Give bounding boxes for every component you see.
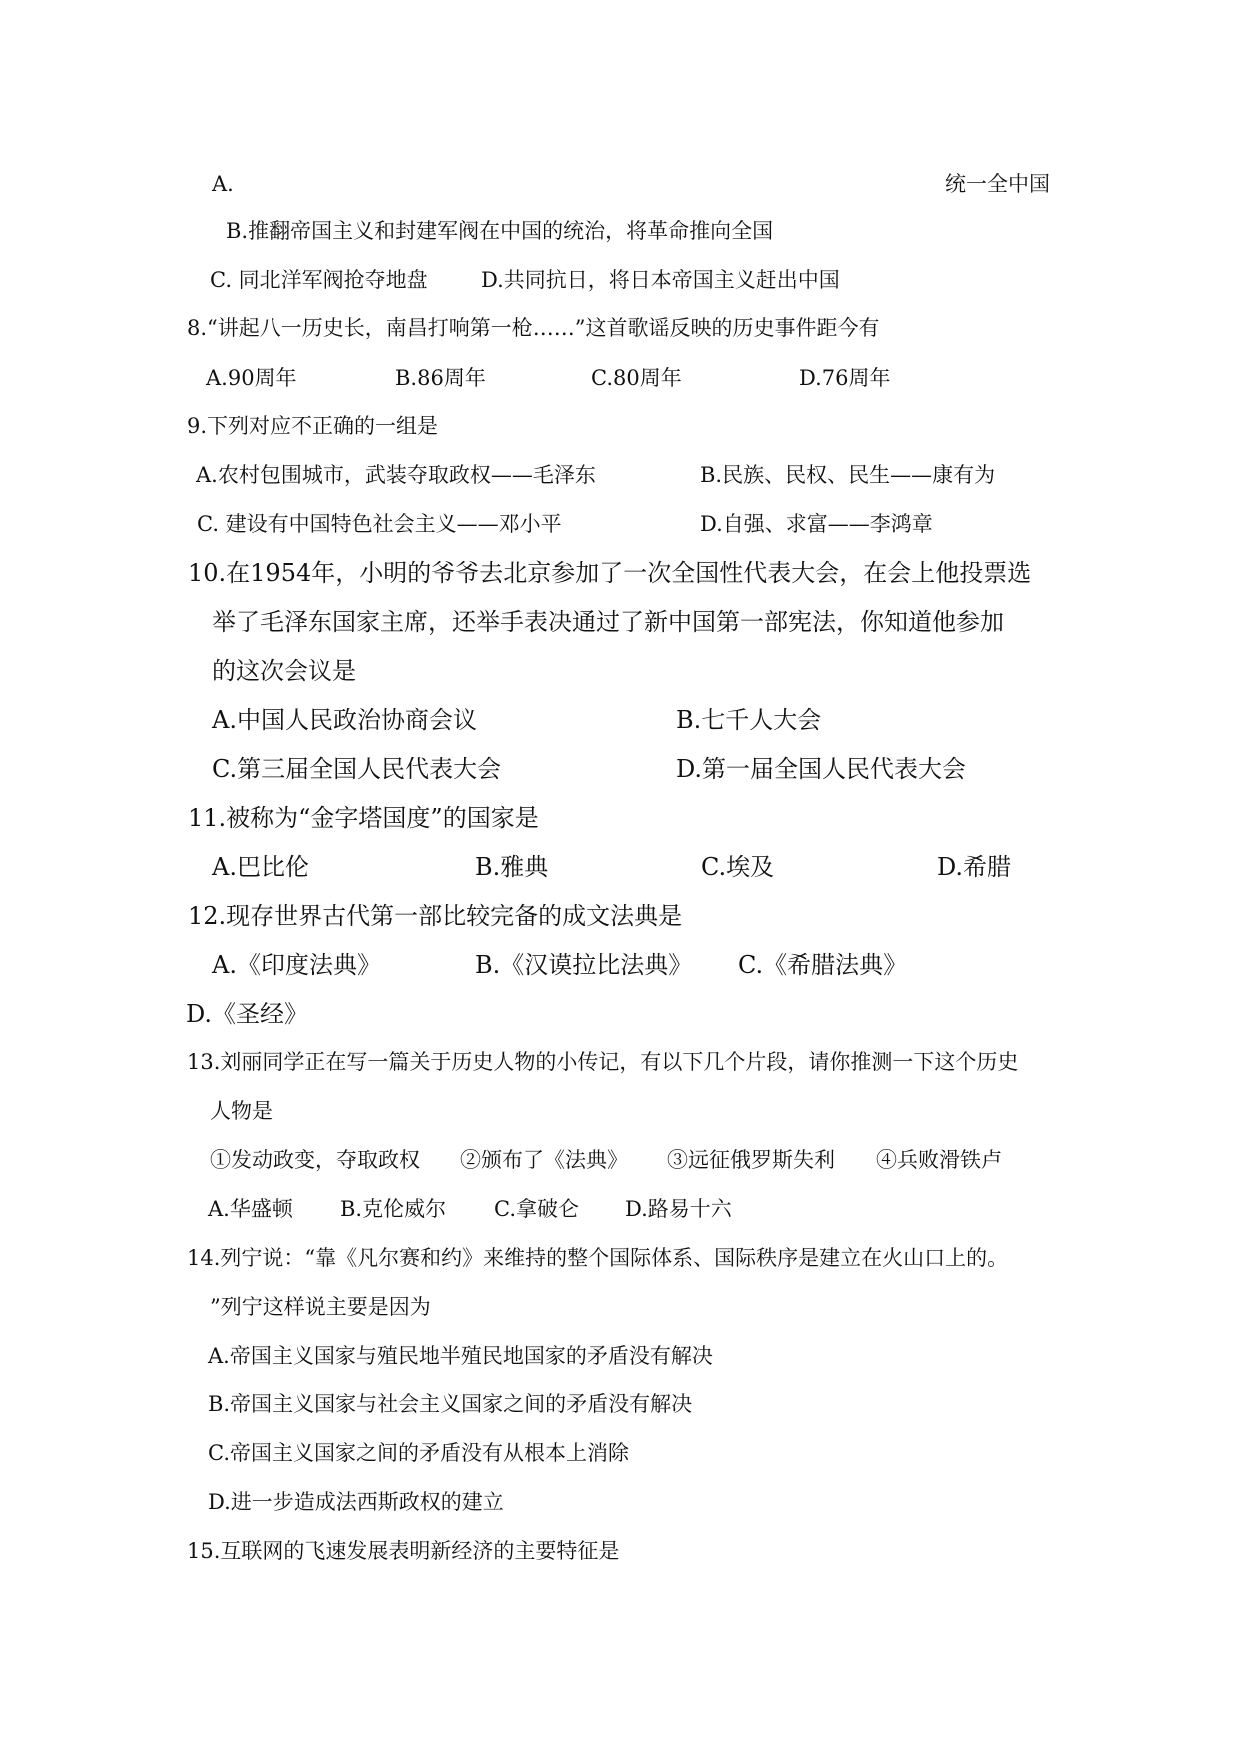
q8-option-d: D.76周年 [799,366,891,390]
q10-option-c: C.第三届全国人民代表大会 [212,755,502,783]
q11-option-a: A.巴比伦 [212,853,309,881]
q8-option-a: A.90周年 [206,366,297,390]
q11-option-c: C.埃及 [701,853,775,881]
q12-option-c: C.《希腊法典》 [738,951,908,979]
q8-stem: 8.“讲起八一历史长，南昌打响第一枪……”这首歌谣反映的历史事件距今有 [187,316,880,340]
q12-option-a: A.《印度法典》 [212,951,381,979]
q12-option-b: B.《汉谟拉比法典》 [475,951,693,979]
q9-option-c: C. 建设有中国特色社会主义——邓小平 [197,512,562,536]
q13-fragment-2: ②颁布了《法典》 [460,1148,628,1172]
q10-option-a: A.中国人民政治协商会议 [212,706,477,734]
q9-option-a: A.农村包围城市，武装夺取政权——毛泽东 [196,463,596,487]
q10-stem-line-3: 的这次会议是 [212,657,356,685]
q9-option-d: D.自强、求富——李鸿章 [700,512,933,536]
q10-option-d: D.第一届全国人民代表大会 [676,755,967,783]
q13-option-a: A.华盛顿 [208,1197,293,1221]
q13-fragment-1: ①发动政变，夺取政权 [210,1148,420,1172]
q13-option-c: C.拿破仑 [494,1197,579,1221]
q13-stem-line-2: 人物是 [210,1099,273,1123]
q14-option-c: C.帝国主义国家之间的矛盾没有从根本上消除 [208,1441,629,1465]
q14-option-d: D.进一步造成法西斯政权的建立 [208,1490,504,1514]
q11-stem: 11.被称为“金字塔国度”的国家是 [188,804,539,832]
q10-stem-line-2: 举了毛泽东国家主席，还举手表决通过了新中国第一部宪法，你知道他参加 [212,608,1004,636]
q9-option-b: B.民族、民权、民生——康有为 [700,463,996,487]
q8-option-c: C.80周年 [591,366,682,390]
q15-stem: 15.互联网的飞速发展表明新经济的主要特征是 [187,1539,620,1563]
q11-option-b: B.雅典 [475,853,549,881]
q13-fragment-4: ④兵败滑铁卢 [876,1148,1002,1172]
q12-option-d: D.《圣经》 [186,1000,309,1028]
q10-option-b: B.七千人大会 [676,706,822,734]
q14-stem-line-2: ”列宁这样说主要是因为 [210,1295,431,1319]
q7-option-d: D.共同抗日，将日本帝国主义赶出中国 [481,268,840,292]
q12-stem: 12.现存世界古代第一部比较完备的成文法典是 [188,902,683,930]
q13-stem-line-1: 13.刘丽同学正在写一篇关于历史人物的小传记，有以下几个片段，请你推测一下这个历史 [187,1050,1019,1074]
q14-option-b: B.帝国主义国家与社会主义国家之间的矛盾没有解决 [208,1392,693,1416]
q13-option-d: D.路易十六 [625,1197,732,1221]
q10-stem-line-1: 10.在1954年，小明的爷爷去北京参加了一次全国性代表大会，在会上他投票选 [188,559,1032,587]
q7-option-a-text: 统一全中国 [945,172,1050,196]
q7-option-b: B.推翻帝国主义和封建军阀在中国的统治，将革命推向全国 [226,219,774,243]
q8-option-b: B.86周年 [395,366,486,390]
q7-option-c: C. 同北洋军阀抢夺地盘 [210,268,428,292]
q14-stem-line-1: 14.列宁说：“靠《凡尔赛和约》来维持的整个国际体系、国际秩序是建立在火山口上的。 [187,1246,1009,1270]
q14-option-a: A.帝国主义国家与殖民地半殖民地国家的矛盾没有解决 [208,1344,713,1368]
q9-stem: 9.下列对应不正确的一组是 [187,414,439,438]
q13-option-b: B.克伦威尔 [340,1197,447,1221]
q7-option-a-label: A. [212,172,234,196]
q11-option-d: D.希腊 [937,853,1012,881]
q13-fragment-3: ③远征俄罗斯失利 [667,1148,835,1172]
